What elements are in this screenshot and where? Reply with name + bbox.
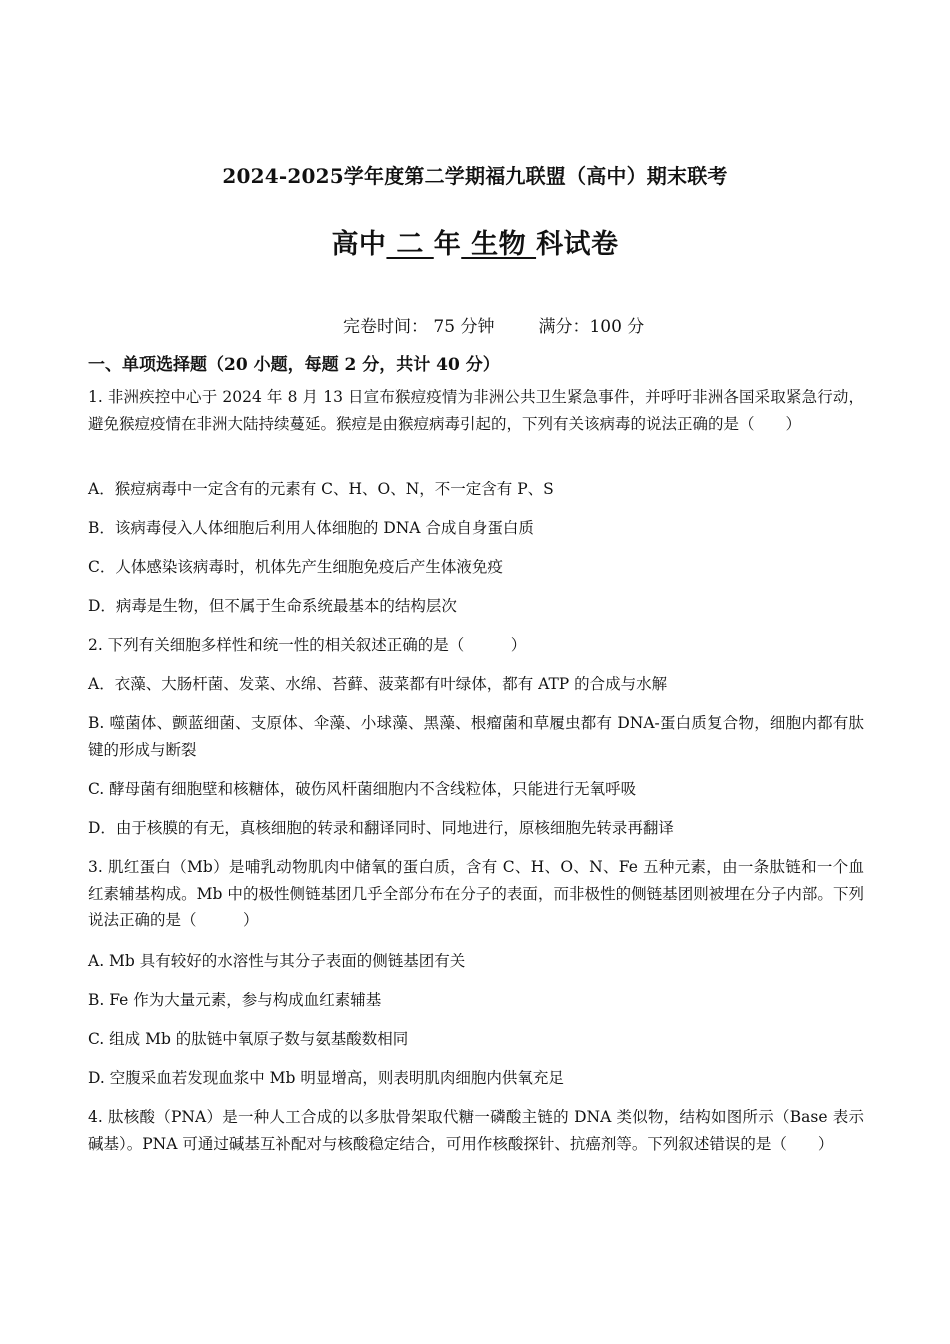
question-3-option-d: D. 空腹采血若发现血浆中 Mb 明显增高，则表明肌肉细胞内供氧充足 xyxy=(88,1069,564,1087)
question-2-option-b: B. 噬菌体、颤蓝细菌、支原体、伞藻、小球藻、黑藻、根瘤菌和草履虫都有 DNA-蛋白质复合物，细胞内都有肽键的形成与断裂 xyxy=(88,714,864,759)
question-2-option-a: A．衣藻、大肠杆菌、发菜、水绵、苔藓、菠菜都有叶绿体，都有 ATP 的合成与水解 xyxy=(88,675,668,693)
subtitle-mid: 年 xyxy=(433,229,462,260)
subtitle-prefix: 高中 xyxy=(331,229,387,260)
exam-title: 2024-2025学年度第二学期福九联盟（高中）期末联考 xyxy=(222,164,728,188)
question-3-stem: 3. 肌红蛋白（Mb）是哺乳动物肌肉中储氧的蛋白质，含有 C、H、O、N、Fe 五种元素，由一条肽链和一个血红素辅基构成。Mb 中的极性侧链基团几乎全部分布在分子的表面，而非极性的侧链基团则被埋在分子内部。下列说法正确的是（ ） xyxy=(88,858,864,929)
question-3-option-a: A. Mb 具有较好的水溶性与其分子表面的侧链基团有关 xyxy=(88,952,466,970)
subtitle-grade: 二 xyxy=(386,229,434,260)
exam-score: 满分：100 分 xyxy=(538,317,645,337)
section-heading: 一、单项选择题（20 小题，每题 2 分，共计 40 分） xyxy=(88,355,500,375)
exam-time: 完卷时间： 75 分钟 xyxy=(343,317,495,337)
question-2-stem: 2. 下列有关细胞多样性和统一性的相关叙述正确的是（ ） xyxy=(88,636,527,654)
question-1-option-d: D．病毒是生物，但不属于生命系统最基本的结构层次 xyxy=(88,597,457,615)
exam-meta xyxy=(343,312,644,337)
question-2-option-c: C. 酵母菌有细胞壁和核糖体，破伤风杆菌细胞内不含线粒体，只能进行无氧呼吸 xyxy=(88,780,637,798)
question-1-stem: 1. 非洲疾控中心于 2024 年 8 月 13 日宣布猴痘疫情为非洲公共卫生紧急事件，并呼吁非洲各国采取紧急行动，避免猴痘疫情在非洲大陆持续蔓延。猴痘是由猴痘病毒引起的，下列有关该病毒的说法正确的是（ ） xyxy=(88,388,864,433)
subtitle-subject: 生物 xyxy=(461,229,537,260)
question-3-option-c: C. 组成 Mb 的肽链中氧原子数与氨基酸数相同 xyxy=(88,1030,409,1048)
question-2-option-d: D．由于核膜的有无，真核细胞的转录和翻译同时、同地进行，原核细胞先转录再翻译 xyxy=(88,819,674,837)
question-4-stem: 4. 肽核酸（PNA）是一种人工合成的以多肽骨架取代糖一磷酸主链的 DNA 类似物，结构如图所示（Base 表示碱基）。PNA 可通过碱基互补配对与核酸稳定结合，可用作核酸探针、抗癌剂等。下列叙述错误的是（ ） xyxy=(88,1108,864,1153)
subtitle-suffix: 科试卷 xyxy=(536,229,619,260)
question-3-option-b: B. Fe 作为大量元素，参与构成血红素辅基 xyxy=(88,991,382,1009)
question-1-option-c: C．人体感染该病毒时，机体先产生细胞免疫后产生体液免疫 xyxy=(88,558,503,576)
paper-subtitle xyxy=(0,222,950,261)
question-1-option-a: A．猴痘病毒中一定含有的元素有 C、H、O、N，不一定含有 P、S xyxy=(88,480,554,498)
question-1-option-b: B．该病毒侵入人体细胞后利用人体细胞的 DNA 合成自身蛋白质 xyxy=(88,519,534,537)
